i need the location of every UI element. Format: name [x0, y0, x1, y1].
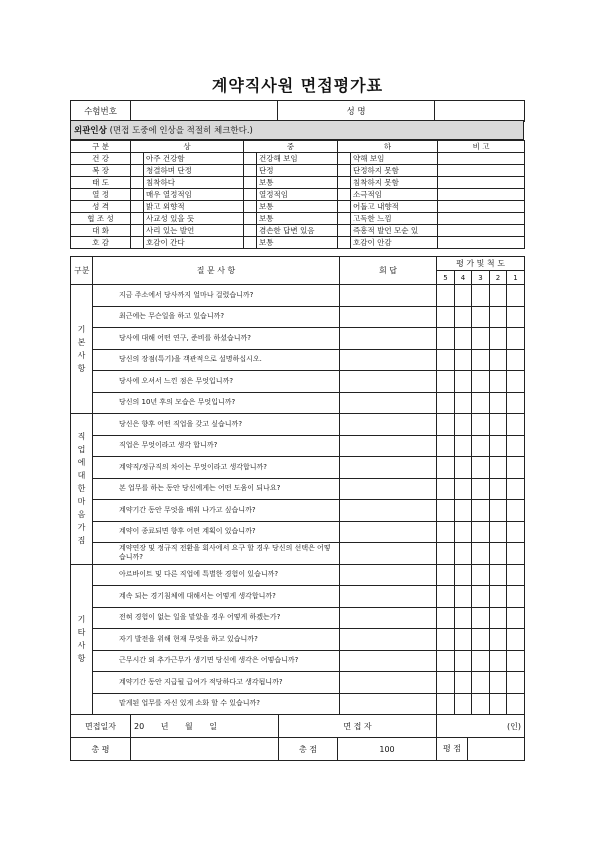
appearance-row — [71, 201, 525, 213]
answer-field[interactable] — [340, 285, 437, 307]
appearance-mid-text: 보통 — [257, 237, 338, 249]
appearance-low-text: 고독한 느낌 — [351, 213, 438, 225]
score-checkbox[interactable] — [472, 693, 490, 715]
review-label: 총 평 — [71, 738, 131, 761]
answer-field[interactable] — [340, 392, 437, 414]
scale-number: 3 — [472, 271, 490, 285]
appearance-remarks[interactable] — [438, 189, 525, 201]
appearance-remarks[interactable] — [438, 177, 525, 189]
score-checkbox[interactable] — [490, 371, 507, 393]
appearance-low-text: 단정하지 못함 — [351, 165, 438, 177]
score-checkbox[interactable] — [437, 521, 455, 543]
appearance-category: 호 감 — [71, 237, 131, 249]
score-checkbox[interactable] — [490, 672, 507, 694]
score-checkbox[interactable] — [507, 435, 525, 457]
col-question: 질 문 사 항 — [93, 257, 340, 285]
footer-table — [70, 714, 525, 761]
appearance-high-text: 사리 있는 발언 — [144, 225, 244, 237]
question-row — [71, 629, 525, 651]
exam-number-label: 수험번호 — [71, 101, 131, 122]
question-text: 당신은 향후 어떤 직업을 갖고 싶습니까? — [93, 414, 340, 436]
score-checkbox[interactable] — [507, 564, 525, 586]
score-checkbox[interactable] — [437, 328, 455, 350]
score-label: 평 점 — [437, 738, 468, 760]
appearance-mid-text: 보통 — [257, 213, 338, 225]
score-checkbox[interactable] — [455, 693, 472, 715]
answer-field[interactable] — [340, 672, 437, 694]
question-text: 아르바이트 및 다른 직업에 특별한 경험이 있습니까? — [93, 564, 340, 586]
score-checkbox[interactable] — [437, 478, 455, 500]
score-checkbox[interactable] — [472, 521, 490, 543]
question-row — [71, 371, 525, 393]
checkbox-mid[interactable] — [244, 213, 257, 225]
question-row — [71, 564, 525, 586]
appearance-remarks[interactable] — [438, 153, 525, 165]
checkbox-high[interactable] — [131, 225, 144, 237]
appearance-high-text: 호감이 간다 — [144, 237, 244, 249]
question-row — [71, 285, 525, 307]
score-checkbox[interactable] — [455, 478, 472, 500]
question-table — [70, 256, 525, 715]
col-low: 하 — [338, 141, 438, 153]
score-checkbox[interactable] — [490, 650, 507, 672]
question-row — [71, 392, 525, 414]
question-row — [71, 672, 525, 694]
scale-number: 2 — [490, 271, 507, 285]
question-text: 계약기간 동안 무엇을 배워 나가고 싶습니까? — [93, 500, 340, 522]
question-row — [71, 500, 525, 522]
score-checkbox[interactable] — [507, 478, 525, 500]
checkbox-low[interactable] — [338, 225, 351, 237]
appearance-note: (면접 도중에 인상을 적절히 체크한다.) — [109, 126, 253, 136]
appearance-mid-text: 단정 — [257, 165, 338, 177]
section-label: 직 업 에 대 한 마 음 가 짐 — [71, 414, 93, 565]
score-checkbox[interactable] — [472, 435, 490, 457]
page-title: 계약직사원 면접평가표 — [211, 76, 384, 95]
appearance-remarks[interactable] — [438, 225, 525, 237]
checkbox-mid[interactable] — [244, 177, 257, 189]
applicant-info-table — [70, 100, 525, 122]
score-checkbox[interactable] — [507, 586, 525, 608]
checkbox-mid[interactable] — [244, 201, 257, 213]
checkbox-high[interactable] — [131, 213, 144, 225]
checkbox-mid[interactable] — [244, 237, 257, 249]
checkbox-low[interactable] — [338, 201, 351, 213]
score-checkbox[interactable] — [472, 650, 490, 672]
score-checkbox[interactable] — [455, 629, 472, 651]
appearance-category: 태 도 — [71, 177, 131, 189]
score-checkbox[interactable] — [437, 672, 455, 694]
score-checkbox[interactable] — [472, 564, 490, 586]
appearance-high-text: 청결하며 단정 — [144, 165, 244, 177]
checkbox-low[interactable] — [338, 213, 351, 225]
answer-field[interactable] — [340, 607, 437, 629]
question-text: 근무시간 외 추가근무가 생기면 당신에 생각은 어떻습니까? — [93, 650, 340, 672]
appearance-low-text: 약해 보임 — [351, 153, 438, 165]
score-checkbox[interactable] — [490, 629, 507, 651]
score-checkbox[interactable] — [437, 457, 455, 479]
appearance-category: 성 격 — [71, 201, 131, 213]
checkbox-high[interactable] — [131, 177, 144, 189]
question-text: 계속 되는 경기침체에 대해서는 어떻게 생각합니까? — [93, 586, 340, 608]
score-checkbox[interactable] — [437, 650, 455, 672]
appearance-high-text: 밝고 외향적 — [144, 201, 244, 213]
score-checkbox[interactable] — [507, 306, 525, 328]
question-row — [71, 478, 525, 500]
appearance-mid-text: 열정적임 — [257, 189, 338, 201]
score-checkbox[interactable] — [490, 521, 507, 543]
question-text: 당신의 10년 후의 모습은 무엇입니까? — [93, 392, 340, 414]
exam-number-field[interactable] — [131, 101, 278, 122]
score-checkbox[interactable] — [490, 693, 507, 715]
score-checkbox[interactable] — [507, 543, 525, 565]
score-checkbox[interactable] — [472, 371, 490, 393]
checkbox-mid[interactable] — [244, 225, 257, 237]
score-checkbox[interactable] — [437, 435, 455, 457]
date-label: 면접일자 — [71, 715, 131, 738]
question-text: 직업은 무엇이라고 생각 합니까? — [93, 435, 340, 457]
appearance-category: 협 조 성 — [71, 213, 131, 225]
score-checkbox[interactable] — [490, 586, 507, 608]
question-text: 당신의 장점(특기)을 객관적으로 설명하십시오. — [93, 349, 340, 371]
question-text: 자기 발전을 위해 현재 무엇을 하고 있습니까? — [93, 629, 340, 651]
score-checkbox[interactable] — [507, 392, 525, 414]
question-row — [71, 521, 525, 543]
score-checkbox[interactable] — [507, 672, 525, 694]
question-row — [71, 328, 525, 350]
appearance-high-text: 매우 열정적임 — [144, 189, 244, 201]
scale-number: 5 — [437, 271, 455, 285]
col-remarks: 비 고 — [438, 141, 525, 153]
answer-field[interactable] — [340, 650, 437, 672]
question-row — [71, 435, 525, 457]
appearance-mid-text: 보통 — [257, 177, 338, 189]
question-row — [71, 650, 525, 672]
score-checkbox[interactable] — [437, 306, 455, 328]
interviewer-label: 면 접 자 — [279, 715, 437, 738]
answer-field[interactable] — [340, 414, 437, 436]
date-field[interactable]: 20 년 월 일 — [131, 715, 279, 738]
score-checkbox[interactable] — [507, 371, 525, 393]
question-text: 당사에 오셔서 느낀 점은 무엇입니까? — [93, 371, 340, 393]
score-checkbox[interactable] — [455, 285, 472, 307]
score-checkbox[interactable] — [472, 392, 490, 414]
score-checkbox[interactable] — [490, 306, 507, 328]
score-checkbox[interactable] — [455, 564, 472, 586]
question-row — [71, 543, 525, 565]
score-checkbox[interactable] — [490, 543, 507, 565]
score-checkbox[interactable] — [455, 435, 472, 457]
appearance-row — [71, 225, 525, 237]
score-checkbox[interactable] — [455, 543, 472, 565]
score-checkbox[interactable] — [507, 328, 525, 350]
score-checkbox[interactable] — [490, 392, 507, 414]
score-checkbox[interactable] — [455, 371, 472, 393]
score-checkbox[interactable] — [490, 435, 507, 457]
score-checkbox[interactable] — [437, 414, 455, 436]
appearance-category: 대 화 — [71, 225, 131, 237]
section-label: 기 본 사 항 — [71, 285, 93, 414]
question-row — [71, 349, 525, 371]
question-text: 최근에는 무슨일을 하고 있습니까? — [93, 306, 340, 328]
appearance-remarks[interactable] — [438, 201, 525, 213]
scale-number: 4 — [455, 271, 472, 285]
score-checkbox[interactable] — [507, 414, 525, 436]
answer-field[interactable] — [340, 349, 437, 371]
score-checkbox[interactable] — [472, 328, 490, 350]
score-checkbox[interactable] — [472, 414, 490, 436]
appearance-low-text: 침착하지 못함 — [351, 177, 438, 189]
appearance-category: 복 장 — [71, 165, 131, 177]
checkbox-mid[interactable] — [244, 189, 257, 201]
checkbox-high[interactable] — [131, 201, 144, 213]
question-row — [71, 607, 525, 629]
appearance-high-text: 침착하다 — [144, 177, 244, 189]
score-checkbox[interactable] — [472, 672, 490, 694]
score-checkbox[interactable] — [455, 392, 472, 414]
col-scale: 평 가 및 척 도 — [437, 257, 525, 271]
score-checkbox[interactable] — [507, 629, 525, 651]
score-checkbox[interactable] — [455, 586, 472, 608]
question-text: 계약직/정규직의 차이는 무엇이라고 생각합니까? — [93, 457, 340, 479]
score-checkbox[interactable] — [507, 693, 525, 715]
appearance-mid-text: 건강해 보임 — [257, 153, 338, 165]
col-section: 구분 — [71, 257, 93, 285]
total-label: 총 점 — [279, 738, 338, 761]
score-checkbox[interactable] — [437, 629, 455, 651]
score-checkbox[interactable] — [507, 457, 525, 479]
appearance-row — [71, 213, 525, 225]
question-text: 전혀 경험이 없는 일을 맡았을 경우 어떻게 하겠는가? — [93, 607, 340, 629]
checkbox-high[interactable] — [131, 165, 144, 177]
appearance-row — [71, 189, 525, 201]
question-row — [71, 693, 525, 715]
appearance-row — [71, 237, 525, 249]
appearance-title: 외관인상 — [74, 126, 107, 136]
appearance-category: 열 정 — [71, 189, 131, 201]
score-checkbox[interactable] — [490, 478, 507, 500]
answer-field[interactable] — [340, 478, 437, 500]
appearance-low-text: 즉흥적 발언 모순 있 — [351, 225, 438, 237]
appearance-row — [71, 177, 525, 189]
appearance-low-text: 호감이 안감 — [351, 237, 438, 249]
checkbox-high[interactable] — [131, 237, 144, 249]
question-row — [71, 306, 525, 328]
score-checkbox[interactable] — [490, 500, 507, 522]
score-checkbox[interactable] — [455, 607, 472, 629]
score-checkbox[interactable] — [490, 564, 507, 586]
score-checkbox[interactable] — [455, 328, 472, 350]
answer-field[interactable] — [340, 543, 437, 565]
answer-field[interactable] — [340, 521, 437, 543]
score-checkbox[interactable] — [490, 414, 507, 436]
score-checkbox[interactable] — [490, 285, 507, 307]
score-checkbox[interactable] — [455, 306, 472, 328]
score-checkbox[interactable] — [472, 457, 490, 479]
question-text: 본 업무를 하는 동안 당신에게는 어떤 도움이 되나요? — [93, 478, 340, 500]
score-checkbox[interactable] — [507, 349, 525, 371]
checkbox-high[interactable] — [131, 153, 144, 165]
checkbox-low[interactable] — [338, 177, 351, 189]
answer-field[interactable] — [340, 457, 437, 479]
question-text: 계약연장 및 정규직 전환을 회사에서 요구 할 경우 당신의 선택은 어떻습니까? — [93, 543, 340, 565]
checkbox-high[interactable] — [131, 189, 144, 201]
score-checkbox[interactable] — [490, 349, 507, 371]
score-checkbox[interactable] — [437, 586, 455, 608]
col-category: 구 분 — [71, 141, 131, 153]
score-checkbox[interactable] — [472, 285, 490, 307]
score-checkbox[interactable] — [472, 607, 490, 629]
score-checkbox[interactable] — [507, 521, 525, 543]
question-row — [71, 457, 525, 479]
appearance-mid-text: 보통 — [257, 201, 338, 213]
appearance-high-text: 아주 건강함 — [144, 153, 244, 165]
answer-field[interactable] — [340, 371, 437, 393]
score-checkbox[interactable] — [455, 349, 472, 371]
appearance-row — [71, 165, 525, 177]
appearance-row — [71, 153, 525, 165]
score-checkbox[interactable] — [472, 543, 490, 565]
score-checkbox[interactable] — [437, 564, 455, 586]
answer-field[interactable] — [340, 328, 437, 350]
score-checkbox[interactable] — [437, 543, 455, 565]
checkbox-mid[interactable] — [244, 165, 257, 177]
checkbox-low[interactable] — [338, 153, 351, 165]
appearance-category: 건 강 — [71, 153, 131, 165]
appearance-remarks[interactable] — [438, 165, 525, 177]
name-label: 성 명 — [278, 101, 435, 122]
interviewer-seal[interactable]: (인) — [437, 715, 525, 738]
question-row — [71, 586, 525, 608]
col-answer: 회 답 — [340, 257, 437, 285]
question-text: 계약기간 동안 지급될 급여가 적당하다고 생각됩니까? — [93, 672, 340, 694]
checkbox-low[interactable] — [338, 165, 351, 177]
col-high: 상 — [131, 141, 244, 153]
checkbox-mid[interactable] — [244, 153, 257, 165]
question-text: 당사에 대해 어떤 연구, 준비를 하셨습니까? — [93, 328, 340, 350]
score-checkbox[interactable] — [490, 328, 507, 350]
appearance-low-text: 소극적임 — [351, 189, 438, 201]
score-checkbox[interactable] — [472, 478, 490, 500]
answer-field[interactable] — [340, 693, 437, 715]
score-checkbox[interactable] — [437, 500, 455, 522]
col-mid: 중 — [244, 141, 338, 153]
score-checkbox[interactable] — [437, 392, 455, 414]
score-checkbox[interactable] — [507, 650, 525, 672]
score-checkbox[interactable] — [437, 607, 455, 629]
score-checkbox[interactable] — [455, 500, 472, 522]
checkbox-low[interactable] — [338, 189, 351, 201]
question-text: 맡게된 업무를 자신 있게 소화 할 수 있습니까? — [93, 693, 340, 715]
appearance-remarks[interactable] — [438, 213, 525, 225]
score-checkbox[interactable] — [437, 693, 455, 715]
score-checkbox[interactable] — [490, 457, 507, 479]
score-checkbox[interactable] — [455, 414, 472, 436]
scale-number: 1 — [507, 271, 525, 285]
score-checkbox[interactable] — [437, 349, 455, 371]
score-checkbox[interactable] — [437, 285, 455, 307]
score-checkbox[interactable] — [490, 607, 507, 629]
score-cell — [437, 738, 525, 761]
score-checkbox[interactable] — [472, 586, 490, 608]
answer-field[interactable] — [340, 629, 437, 651]
answer-field[interactable] — [340, 586, 437, 608]
score-checkbox[interactable] — [472, 500, 490, 522]
question-text: 계약이 종료되면 향후 어떤 계획이 있습니까? — [93, 521, 340, 543]
appearance-remarks[interactable] — [438, 237, 525, 249]
score-checkbox[interactable] — [455, 521, 472, 543]
total-value: 100 — [338, 738, 437, 761]
score-checkbox[interactable] — [472, 306, 490, 328]
score-checkbox[interactable] — [507, 607, 525, 629]
appearance-high-text: 사교성 있을 듯 — [144, 213, 244, 225]
review-field[interactable] — [131, 738, 279, 761]
score-checkbox[interactable] — [455, 457, 472, 479]
score-checkbox[interactable] — [507, 285, 525, 307]
score-checkbox[interactable] — [472, 349, 490, 371]
appearance-table — [70, 140, 525, 249]
score-checkbox[interactable] — [455, 650, 472, 672]
score-checkbox[interactable] — [507, 500, 525, 522]
section-label: 기 타 사 항 — [71, 564, 93, 715]
question-row — [71, 414, 525, 436]
answer-field[interactable] — [340, 435, 437, 457]
appearance-heading — [70, 120, 524, 140]
score-checkbox[interactable] — [437, 371, 455, 393]
answer-field[interactable] — [340, 500, 437, 522]
question-text: 지금 주소에서 당사까지 얼마나 걸렸습니까? — [93, 285, 340, 307]
appearance-mid-text: 겸손한 답변 있음 — [257, 225, 338, 237]
checkbox-low[interactable] — [338, 237, 351, 249]
appearance-low-text: 어둡고 내향적 — [351, 201, 438, 213]
name-field[interactable] — [435, 101, 525, 122]
answer-field[interactable] — [340, 306, 437, 328]
answer-field[interactable] — [340, 564, 437, 586]
score-checkbox[interactable] — [455, 672, 472, 694]
score-checkbox[interactable] — [472, 629, 490, 651]
